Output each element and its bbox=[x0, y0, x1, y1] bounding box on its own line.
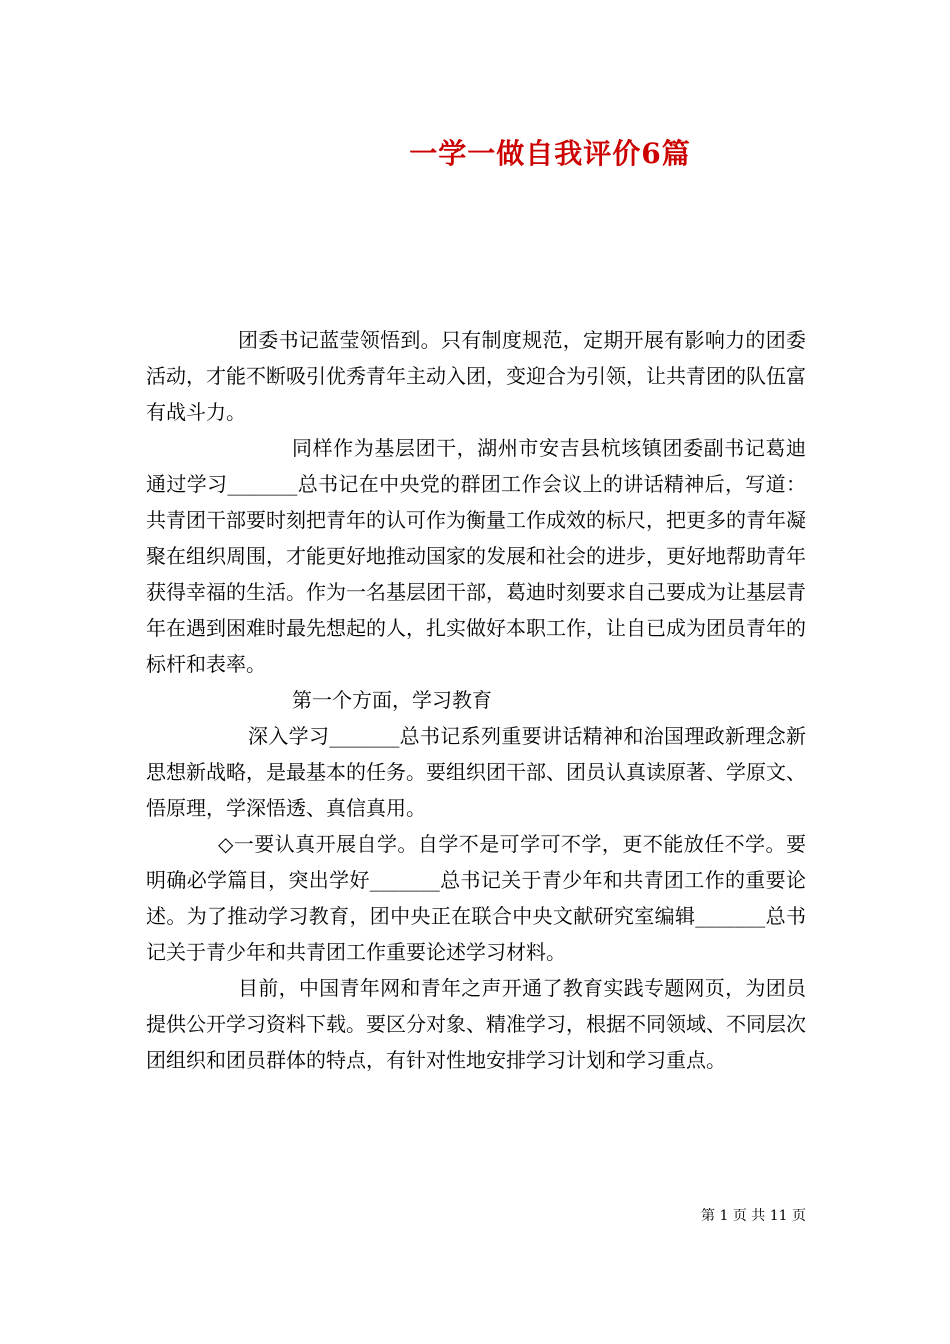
paragraph-5: 目前，中国青年网和青年之声开通了教育实践专题网页，为团员提供公开学习资料下载。要区分对象、精准学习，根据不同领域、不同层次团组织和团员群体的特点，有针对性地安排学习计划和学习重点。 bbox=[146, 976, 806, 1072]
paragraph-2: 同样作为基层团干，湖州市安吉县杭垓镇团委副书记葛迪通过学习_______总书记在中央党的群团工作会议上的讲话精神后，写道：共青团干部要时刻把青年的认可作为衡量工作成效的标尺，把更多的青年凝聚在组织周围，才能更好地推动国家的发展和社会的进步，更好地帮助青年获得幸福的生活。作为一名基层团干部，葛迪时刻要求自己要成为让基层青年在遇到困难时最先想起的人，扎实做好本职工作，让自已成为团员青年的标杆和表率。 bbox=[146, 436, 806, 676]
paragraph-3: 深入学习_______总书记系列重要讲话精神和治国理政新理念新思想新战略，是最基本的任务。要组织团干部、团员认真读原著、学原文、悟原理，学深悟透、真信真用。 bbox=[146, 724, 806, 820]
document-body bbox=[146, 322, 806, 1078]
section-heading: 第一个方面，学习教育 bbox=[292, 688, 492, 712]
page-number-footer: 第 1 页 共 11 页 bbox=[701, 1208, 806, 1224]
paragraph-1: 团委书记蓝莹领悟到。只有制度规范，定期开展有影响力的团委活动，才能不断吸引优秀青年主动入团，变迎合为引领，让共青团的队伍富有战斗力。 bbox=[146, 328, 806, 424]
paragraph-4: ◇一要认真开展自学。自学不是可学可不学，更不能放任不学。要明确必学篇目，突出学好_______总书记关于青少年和共青团工作的重要论述。为了推动学习教育，团中央正在联合中央文献研究室编辑_______总书记关于青少年和共青团工作重要论述学习材料。 bbox=[146, 832, 806, 964]
document-title: 一学一做自我评价6篇 bbox=[409, 137, 691, 170]
